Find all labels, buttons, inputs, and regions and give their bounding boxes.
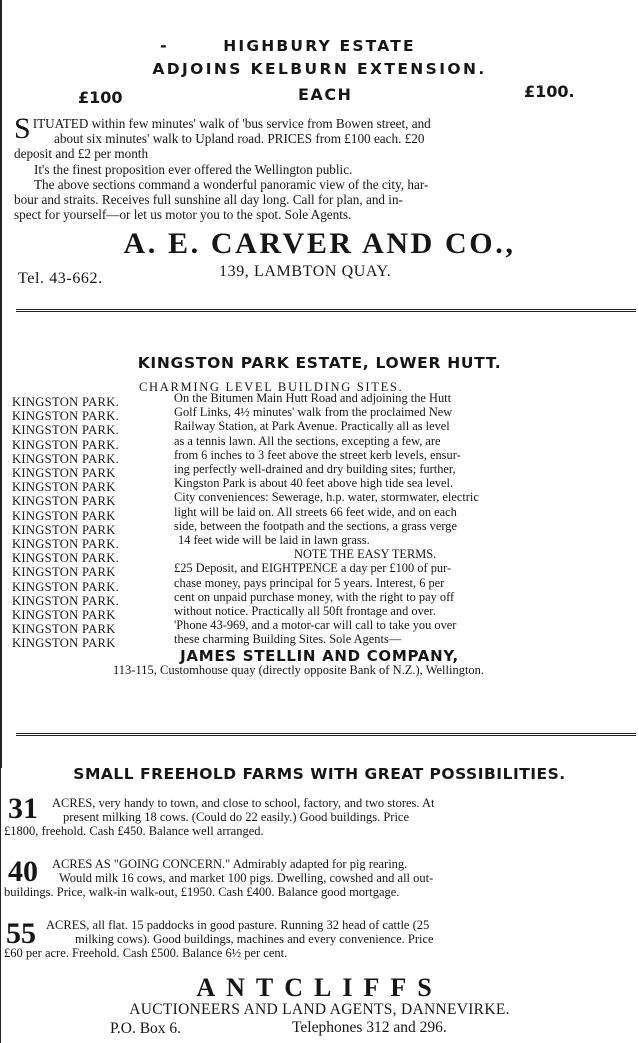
park-label: KINGSTON PARK bbox=[12, 508, 116, 523]
price-right: £100. bbox=[524, 82, 575, 101]
park-label: KINGSTON PARK. bbox=[12, 579, 120, 594]
farm-line: Would milk 16 cows, and market 100 pigs. Dwelling, cowshed and all out- bbox=[59, 871, 434, 886]
agent-telephones: Telephones 312 and 296. bbox=[292, 1019, 447, 1036]
body-line: City conveniences: Sewerage, h.p. water, stormwater, electric bbox=[174, 490, 479, 505]
agent-po-box: P.O. Box 6. bbox=[110, 1020, 182, 1037]
body-line: deposit and £2 per month bbox=[14, 146, 149, 162]
body-line: as a tennis lawn. All the sections, excepting a few, are bbox=[174, 433, 441, 448]
park-label: KINGSTON PARK. bbox=[12, 437, 120, 452]
column-border bbox=[0, 768, 1, 1043]
body-line: about six minutes' walk to Upland road. PRICES from £100 each. £20 bbox=[54, 131, 425, 147]
farm-line: £1800, freehold. Cash £450. Balance well arranged. bbox=[4, 824, 264, 839]
agent-name: A. E. CARVER AND CO., bbox=[123, 227, 516, 260]
farm-description bbox=[0, 792, 636, 839]
body-line: 14 feet wide will be laid in lawn grass. bbox=[178, 533, 370, 548]
park-label: KINGSTON PARK bbox=[12, 565, 116, 580]
park-label: KINGSTON PARK bbox=[12, 622, 116, 637]
farm-description bbox=[0, 918, 636, 961]
agent-name: ANTCLIFFS bbox=[196, 973, 443, 1002]
agent-address: 113-115, Customhouse quay (directly opposite Bank of N.Z.), Wellington. bbox=[113, 663, 485, 677]
body-line: spect for yourself—or let us motor you to the spot. Sole Agents. bbox=[14, 207, 352, 223]
park-label: KINGSTON PARK. bbox=[12, 451, 120, 466]
ad-body bbox=[14, 112, 636, 223]
price-each: EACH bbox=[298, 85, 353, 104]
price-left: £100 bbox=[78, 88, 123, 107]
body-line: from 6 inches to 3 feet above the street kerb levels, ensur- bbox=[174, 447, 461, 462]
body-line: Kingston Park is about 40 feet above high tide sea level. bbox=[174, 476, 454, 491]
farm-line: buildings. Price, walk-in walk-out, £1950. Cash £400. Balance good mortgage. bbox=[4, 885, 400, 900]
ad-body bbox=[174, 391, 636, 647]
divider bbox=[16, 311, 636, 312]
park-label: KINGSTON PARK bbox=[12, 480, 116, 495]
farm-acreage-number: 55 bbox=[6, 917, 36, 950]
body-line: On the Bitumen Main Hutt Road and adjoining the Hutt bbox=[174, 391, 452, 405]
park-label: KINGSTON PARK. bbox=[12, 395, 120, 409]
ad-title: SMALL FREEHOLD FARMS WITH GREAT POSSIBILITIES. bbox=[73, 765, 566, 783]
park-label: KINGSTON PARK. bbox=[12, 593, 120, 608]
body-line: It's the finest proposition ever offered the Wellington public. bbox=[34, 161, 353, 177]
farm-description bbox=[0, 857, 636, 900]
farm-line: ACRES, all flat. 15 paddocks in good pasture. Running 32 head of cattle (25 bbox=[46, 918, 430, 932]
divider bbox=[16, 733, 636, 734]
body-line: without notice. Practically all 50ft frontage and over. bbox=[174, 604, 436, 619]
park-label: KINGSTON PARK. bbox=[12, 551, 120, 566]
divider bbox=[16, 735, 636, 736]
column-border bbox=[0, 0, 2, 314]
farm-line: ACRES, very handy to town, and close to school, factory, and two stores. At bbox=[52, 796, 435, 810]
park-label: KINGSTON PARK. bbox=[12, 423, 120, 438]
farm-line: £60 per acre. Freehold. Cash £500. Balance 6½ per cent. bbox=[4, 946, 288, 961]
farm-line: ACRES AS "GOING CONCERN." Admirably adapted for pig rearing. bbox=[52, 857, 408, 871]
body-line: ing perfectly well-drained and dry building sites; further, bbox=[174, 462, 456, 477]
farm-acreage-number: 31 bbox=[8, 792, 38, 825]
farm-line: present milking 18 cows. (Could do 22 easily.) Good buildings. Price bbox=[63, 810, 410, 825]
park-label: KINGSTON PARK bbox=[12, 636, 116, 651]
farm-line: milking cows). Good buildings, machines and every convenience. Price bbox=[75, 932, 434, 947]
body-line: 'Phone 43-969, and a motor-car will call to take you over bbox=[174, 618, 457, 633]
park-label: KINGSTON PARK bbox=[12, 466, 116, 481]
column-border bbox=[0, 314, 2, 768]
park-label: KINGSTON PARK bbox=[12, 608, 116, 623]
drop-cap: S bbox=[14, 112, 31, 145]
ad-title: KINGSTON PARK ESTATE, LOWER HUTT. bbox=[137, 354, 502, 372]
agent-name: JAMES STELLIN AND COMPANY, bbox=[180, 647, 459, 665]
body-line: cent on unpaid purchase money, with the right to pay off bbox=[174, 589, 455, 604]
body-line: light will be laid on. All streets 66 feet wide, and on each bbox=[174, 504, 457, 519]
park-label: KINGSTON PARK bbox=[12, 494, 116, 509]
title-bullet: - bbox=[160, 36, 167, 55]
body-line: these charming Building Sites. Sole Agents— bbox=[174, 632, 402, 647]
ad-subtitle: ADJOINS KELBURN EXTENSION. bbox=[152, 60, 487, 78]
ad-subtitle: CHARMING LEVEL BUILDING SITES. bbox=[139, 380, 404, 394]
body-line: £25 Deposit, and EIGHTPENCE a day per £100 of pur- bbox=[174, 561, 452, 576]
agent-description: AUCTIONEERS AND LAND AGENTS, DANNEVIRKE. bbox=[129, 1001, 510, 1018]
body-line: side, between the footpath and the sections, a grass verge bbox=[174, 518, 457, 533]
terms-heading: NOTE THE EASY TERMS. bbox=[294, 547, 437, 562]
agent-address: 139, LAMBTON QUAY. bbox=[219, 263, 392, 280]
body-line: chase money, pays principal for 5 years. Interest, 6 per bbox=[174, 575, 445, 590]
body-line: Golf Links, 4½ minutes' walk from the proclaimed New bbox=[174, 405, 453, 420]
body-line: Railway Station, at Park Avenue. Practically all as level bbox=[174, 419, 450, 434]
body-line: ITUATED within few minutes' walk of 'bus service from Bowen street, and bbox=[32, 116, 431, 131]
park-label: KINGSTON PARK bbox=[12, 522, 116, 537]
farm-acreage-number: 40 bbox=[8, 855, 38, 888]
body-line: bour and straits. Receives full sunshine all day long. Call for plan, and in- bbox=[14, 192, 403, 208]
agent-telephone: Tel. 43-662. bbox=[18, 270, 103, 287]
ad-title: HIGHBURY ESTATE bbox=[223, 37, 416, 55]
park-label-column bbox=[12, 395, 119, 651]
park-label: KINGSTON PARK. bbox=[12, 409, 120, 424]
divider bbox=[16, 309, 636, 310]
body-line: The above sections command a wonderful panoramic view of the city, har- bbox=[34, 176, 429, 192]
park-label: KINGSTON PARK. bbox=[12, 537, 120, 552]
